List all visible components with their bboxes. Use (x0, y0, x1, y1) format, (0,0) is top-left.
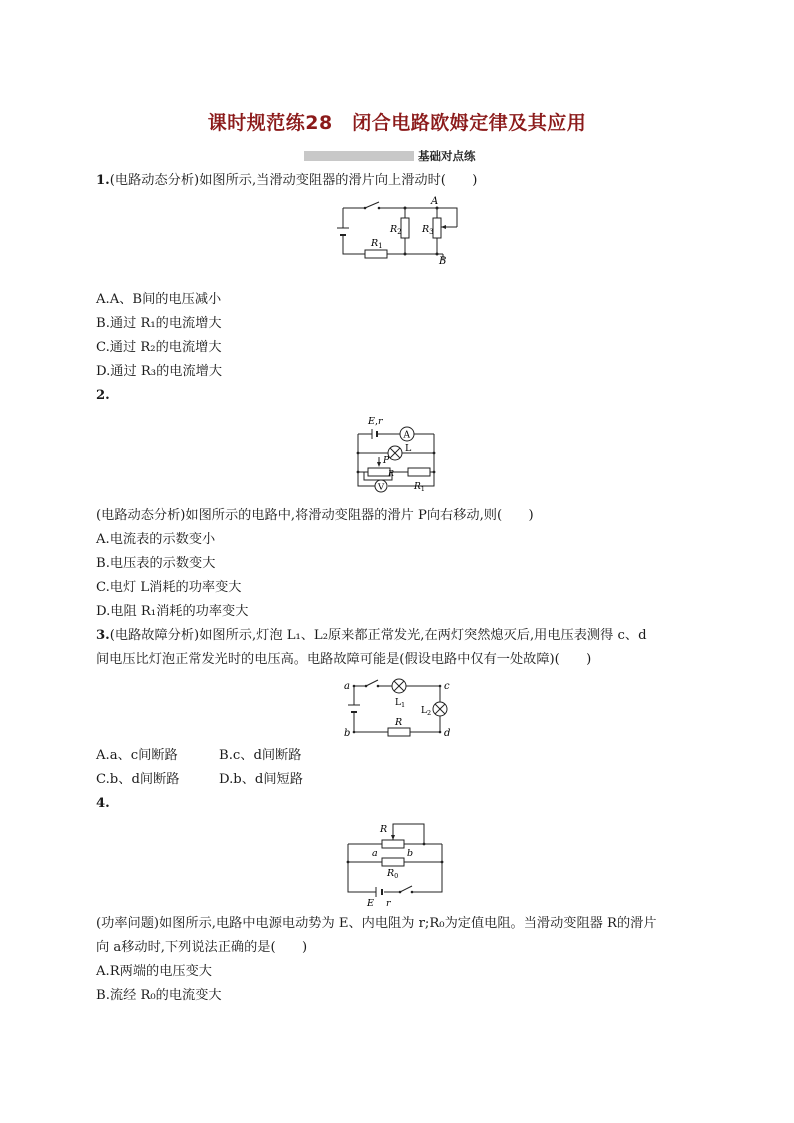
question-2-option-d: D.电阻 R₁消耗的功率变大 (96, 604, 249, 619)
question-1-stem-text: (电路动态分析)如图所示,当滑动变阻器的滑片向上滑动时( ) (109, 173, 478, 188)
question-3-stem-line-2: 间电压比灯泡正常发光时的电压高。电路故障可能是(假设电路中仅有一处故障)( ) (96, 652, 592, 667)
question-3-number: 3. (96, 628, 110, 643)
q2-label-P: P (383, 456, 390, 466)
q3-label-R: R (395, 717, 403, 728)
q1-label-A: A (431, 196, 439, 207)
question-4-number: 4. (96, 796, 110, 811)
question-2-option-c: C.电灯 L消耗的功率变大 (96, 580, 242, 595)
q4-label-r: r (386, 898, 391, 908)
question-2-option-a: A.电流表的示数变小 (96, 532, 216, 547)
question-3-option-b: B.c、d间断路 (219, 748, 302, 763)
q2-label-Er: E,r (368, 416, 383, 427)
q1-label-R1: $R_1$ (371, 238, 383, 250)
question-4-option-b: B.流经 R₀的电流变大 (96, 988, 222, 1003)
q3-label-b: b (344, 728, 351, 739)
question-4-option-a: A.R两端的电压变大 (96, 964, 212, 979)
q3-label-c: c (444, 681, 450, 692)
question-3-option-c: C.b、d间断路 (96, 772, 180, 787)
q2-label-L: L (405, 443, 412, 454)
q1-label-R2: $R_2$ (390, 224, 402, 236)
q1-label-R3: $R_3$ (422, 224, 434, 236)
question-2-number: 2. (96, 388, 110, 403)
question-4-stem-line-2: 向 a移动时,下列说法正确的是( ) (96, 940, 308, 955)
q1-label-B: B (439, 256, 447, 266)
q3-label-L2: $L_2$ (421, 706, 432, 717)
question-1-option-c: C.通过 R₂的电流增大 (96, 340, 222, 355)
q2-label-R1: $R_1$ (414, 482, 425, 493)
question-3-stem-text-1: (电路故障分析)如图所示,灯泡 L₁、L₂原来都正常发光,在两灯突然熄灭后,用电压表测得 c、d (109, 628, 647, 643)
q4-label-b: b (407, 848, 414, 859)
question-4-circuit-figure (340, 818, 450, 908)
q3-label-L1: $L_1$ (395, 698, 406, 709)
q4-label-a: a (372, 848, 378, 859)
q4-label-E: E (367, 898, 374, 908)
q3-label-d: d (444, 728, 451, 739)
question-1-option-b: B.通过 R₁的电流增大 (96, 316, 222, 331)
section-header (304, 149, 476, 163)
question-2-circuit-figure (350, 410, 440, 498)
question-1-number: 1. (96, 173, 110, 188)
question-2-stem: (电路动态分析)如图所示的电路中,将滑动变阻器的滑片 P向右移动,则( ) (96, 508, 534, 523)
question-3-circuit-figure (340, 676, 455, 740)
question-4-stem-line-1: (功率问题)如图所示,电路中电源电动势为 E、内电阻为 r;R₀为定值电阻。当滑动变阻器 R的滑片 (96, 916, 657, 931)
q4-label-R: R (380, 824, 388, 835)
question-3-stem-line-1 (96, 627, 647, 645)
question-3-option-d: D.b、d间短路 (219, 772, 303, 787)
question-1-stem (96, 172, 477, 190)
q2-label-R: R (388, 469, 395, 478)
q2-voltmeter-label: V (378, 482, 385, 493)
q3-label-a: a (344, 681, 350, 692)
section-bar (304, 151, 414, 161)
question-1-option-d: D.通过 R₃的电流增大 (96, 364, 223, 379)
q4-label-R0: $R_0$ (387, 868, 399, 880)
section-label: 基础对点练 (418, 149, 476, 163)
q2-ammeter-label: A (403, 430, 410, 441)
page-title: 课时规范练28 闭合电路欧姆定律及其应用 (207, 112, 587, 134)
question-3-option-a: A.a、c间断路 (96, 748, 178, 763)
question-2-option-b: B.电压表的示数变大 (96, 556, 216, 571)
question-1-circuit-figure (335, 194, 465, 266)
question-1-option-a: A.A、B间的电压减小 (96, 292, 222, 307)
